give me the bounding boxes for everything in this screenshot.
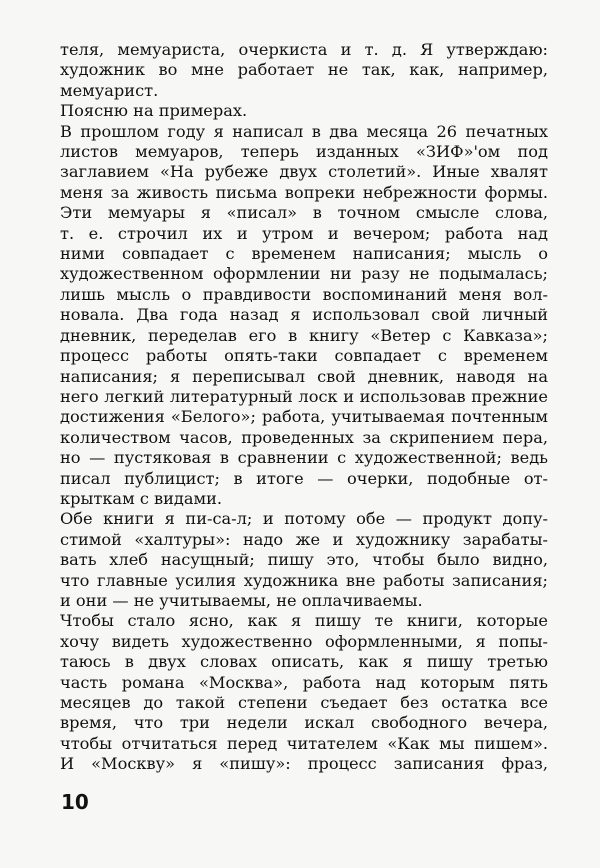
text-line: ними совпадает с временем написания; мысль о [60, 244, 548, 264]
paragraph [60, 101, 548, 121]
text-line: написания; я переписывал свой дневник, наводя на [60, 366, 548, 386]
text-line: художественном оформлении ни разу не подымалась; [60, 264, 548, 284]
text-line: меня за живость письма вопреки небрежности формы. [60, 182, 548, 202]
text-line: чтобы отчитаться перед читателем «Как мы пишем». [60, 733, 548, 753]
text-line: т. е. строчил их и утром и вечером; работа над [60, 223, 548, 243]
body-text [60, 40, 548, 775]
text-line: лишь мысль о правдивости воспоминаний меня вол- [60, 284, 548, 304]
text-line: И «Москву» я «пишу»: процесс записания фраз, [60, 754, 548, 774]
text-line: достижения «Белого»; работа, учитываемая почтенным [60, 407, 548, 427]
text-line: таюсь в двух словах описать, как я пишу третью [60, 652, 548, 672]
text-line: хочу видеть художественно оформленными, я попы- [60, 631, 548, 651]
text-line: Обе книги я пи-са-л; и потому обе — продукт допу- [60, 509, 548, 529]
text-line: месяцев до такой степени съедает без остатка все [60, 693, 548, 712]
text-line: него легкий литературный лоск и использовав прежние [60, 386, 548, 406]
paragraph [60, 122, 548, 510]
text-line: но — пустяковая в сравнении с художественной; ведь [60, 448, 548, 468]
page-number: 10 [61, 790, 89, 814]
text-line: количеством часов, проведенных за скрипением пера, [60, 427, 548, 447]
text-line: что главные усилия художника вне работы записания; [60, 570, 548, 590]
text-line: В прошлом году я написал в два месяца 26 печатных [60, 121, 548, 141]
paragraph [60, 40, 548, 101]
text-line: и они — не учитываемы, не оплачиваемы. [60, 590, 423, 610]
text-line: дневник, переделав его в книгу «Ветер с Кавказа»; [60, 325, 548, 345]
text-line: вать хлеб насущный; пишу это, чтобы было видно, [60, 550, 548, 570]
text-line: писал публицист; в итоге — очерки, подобные от- [60, 468, 548, 488]
text-line: листов мемуаров, теперь изданных «ЗИФ»'ом под [60, 142, 548, 162]
text-line: часть романа «Москва», работа над которым пять [60, 672, 548, 692]
text-line: мемуарист. [60, 80, 159, 100]
text-line: художник во мне работает не так, как, например, [60, 60, 548, 80]
text-line: Чтобы стало ясно, как я пишу те книги, которые [60, 611, 548, 631]
paragraph [60, 509, 548, 611]
text-line: время, что три недели искал свободного вечера, [60, 713, 548, 733]
text-line: процесс работы опять-таки совпадает с временем [60, 346, 548, 366]
text-line: заглавием «На рубеже двух столетий». Иные хвалят [60, 162, 548, 182]
paragraph [60, 611, 548, 774]
text-line: Эти мемуары я «писал» в точном смысле слова, [60, 203, 548, 223]
text-line: теля, мемуариста, очеркиста и т. д. Я утверждаю: [60, 40, 548, 59]
text-line: стимой «халтуры»: надо же и художнику зарабаты- [60, 529, 548, 549]
text-line: крыткам с видами. [60, 488, 223, 508]
text-line: новала. Два года назад я использовал свой личный [60, 305, 548, 325]
text-line: Поясню на примерах. [60, 101, 248, 121]
